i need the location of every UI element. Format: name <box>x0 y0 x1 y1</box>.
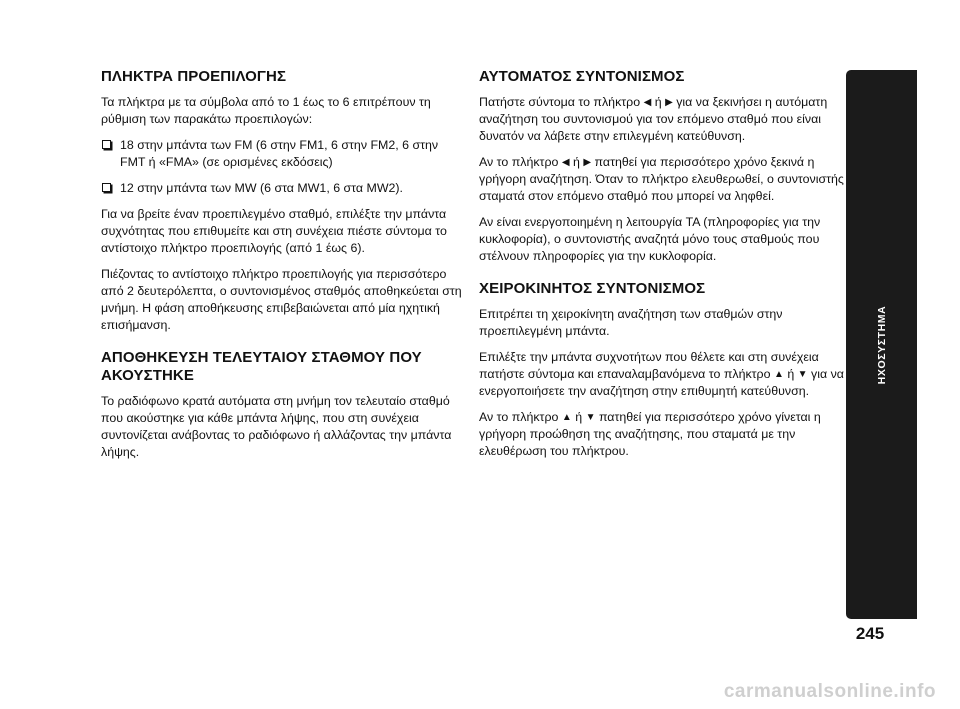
paragraph: Επιλέξτε την μπάντα συχνοτήτων που θέλετε και στη συνέχεια πατήστε σύντομα και επαναλαμβανόμενα το πλήκτρο ▲ ή ▼ για να ενεργοποιήσετε την αναζήτηση στην επιθυμητή κατεύθυνση. <box>479 350 844 398</box>
down-arrow-icon: ▼ <box>797 369 808 380</box>
up-arrow-icon: ▲ <box>561 412 572 423</box>
checkbox-bullet-icon <box>102 183 111 192</box>
list-item-text: 12 στην μπάντα των MW (6 στα MW1, 6 στα MW2). <box>120 181 403 195</box>
paragraph: Αν είναι ενεργοποιημένη η λειτουργία TA (πληροφορίες για την κυκλοφορία), ο συντονιστής αναζητά μόνο τους σταθμούς που στέλνουν πληροφορίες για την κυκλοφορία. <box>479 215 821 263</box>
list-item <box>101 180 466 197</box>
right-arrow-icon: ▶ <box>665 97 673 108</box>
page-number: 245 <box>855 624 885 643</box>
chapter-label: ΗΧΟΣΥΣΤΗΜΑ <box>875 305 888 384</box>
paragraph: Αν το πλήκτρο ◀ ή ▶ πατηθεί για περισσότερο χρόνο ξεκινά η γρήγορη αναζήτηση. Όταν το πλήκτρο ελευθερωθεί, ο συντονιστής σταματά στον επόμενο σταθμό που μπορεί να ληφθεί. <box>479 155 844 203</box>
paragraph: Επιτρέπει τη χειροκίνητη αναζήτηση των σταθμών στην προεπιλεγμένη μπάντα. <box>479 307 783 338</box>
checkbox-bullet-icon <box>102 140 111 149</box>
up-arrow-icon: ▲ <box>773 369 784 380</box>
section-title-preset-buttons: ΠΛΗΚΤΡΑ ΠΡΟΕΠΙΛΟΓΗΣ <box>101 68 287 85</box>
left-arrow-icon: ◀ <box>561 157 570 168</box>
left-column <box>101 68 466 470</box>
list-item <box>101 137 466 171</box>
section-title-automatic-tuning: ΑΥΤΟΜΑΤΟΣ ΣΥΝΤΟΝΙΣΜΟΣ <box>479 68 685 85</box>
right-arrow-icon: ▶ <box>583 157 592 168</box>
watermark: carmanualsonline.info <box>723 681 936 702</box>
right-column <box>479 68 844 469</box>
chapter-side-tab <box>846 70 917 619</box>
paragraph: Πιέζοντας το αντίστοιχο πλήκτρο προεπιλογής για περισσότερο από 2 δευτερόλεπτα, ο συντονισμένος σταθμός αποθηκεύεται στη μνήμη. Η φάση αποθήκευσης επιβεβαιώνεται από μία ηχητική επισήμανση. <box>101 267 462 332</box>
paragraph: Το ραδιόφωνο κρατά αυτόματα στη μνήμη τον τελευταίο σταθμό που ακούστηκε για κάθε μπάντα λήψης, που στη συνέχεια συντονίζεται ανάβοντας το ραδιόφωνο ή αλλάζοντας την μπάντα λήψης. <box>101 394 452 459</box>
paragraph: Τα πλήκτρα με τα σύμβολα από το 1 έως το 6 επιτρέπουν τη ρύθμιση των παρακάτω προεπιλογών: <box>101 95 431 126</box>
paragraph: Πατήστε σύντομα το πλήκτρο ◀ ή ▶ για να ξεκινήσει η αυτόματη αναζήτηση του συντονισμού για τον επόμενο σταθμό που είναι δυνατόν να λάβετε στην επιλεγμένη κατεύθυνση. <box>479 95 828 143</box>
section-title-last-station-memory: ΑΠΟΘΗΚΕΥΣΗ ΤΕΛΕΥΤΑΙΟΥ ΣΤΑΘΜΟΥ ΠΟΥ ΑΚΟΥΣΤΗΚΕ <box>101 349 422 384</box>
left-arrow-icon: ◀ <box>643 97 652 108</box>
list-item-text: 18 στην μπάντα των FM (6 στην FM1, 6 στην FM2, 6 στην FMT ή «FMA» (σε ορισμένες εκδόσεις) <box>120 138 439 169</box>
section-title-manual-tuning: ΧΕΙΡΟΚΙΝΗΤΟΣ ΣΥΝΤΟΝΙΣΜΟΣ <box>479 280 706 297</box>
down-arrow-icon: ▼ <box>585 412 596 423</box>
paragraph: Αν το πλήκτρο ▲ ή ▼ πατηθεί για περισσότερο χρόνο γίνεται η γρήγορη προώθηση της αναζήτησης, που σταματά με την ελευθέρωση του πλήκτρου. <box>479 410 821 458</box>
paragraph: Για να βρείτε έναν προεπιλεγμένο σταθμό, επιλέξτε την μπάντα συχνότητας που επιθυμείτε και στη συνέχεια πιέστε σύντομα το αντίστοιχο πλήκτρο προεπιλογής (από 1 έως 6). <box>101 207 447 255</box>
